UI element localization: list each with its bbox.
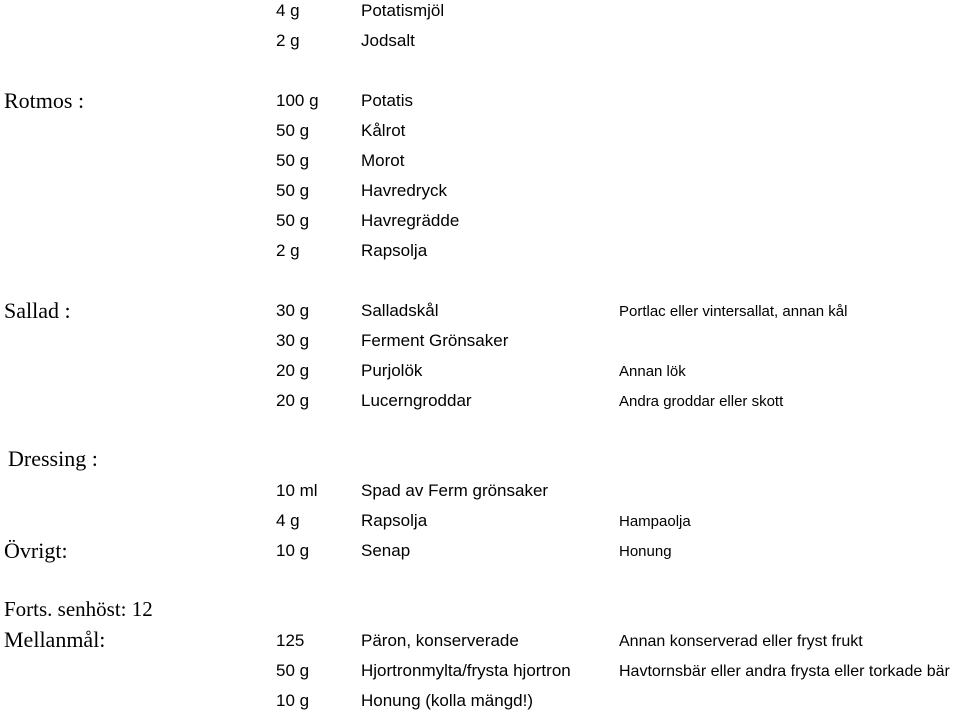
ingredient: Päron, konserverade xyxy=(361,631,519,650)
ingredient: Rapsolja xyxy=(361,511,428,530)
category-label-sallad: Sallad : xyxy=(4,298,71,323)
amount: 100 g xyxy=(276,91,319,110)
ingredient: Honung (kolla mängd!) xyxy=(361,691,533,710)
alternative-note: Portlac eller vintersallat, annan kål xyxy=(619,303,848,320)
ingredient: Rapsolja xyxy=(361,241,428,260)
category-label-rotmos: Rotmos : xyxy=(4,88,85,113)
category-label-mellanmal: Mellanmål: xyxy=(4,627,106,652)
ingredient: Ferment Grönsaker xyxy=(361,331,509,350)
continuation-heading: Forts. senhöst: 12 xyxy=(4,597,153,621)
ingredient: Potatismjöl xyxy=(361,1,445,20)
ingredient: Morot xyxy=(361,151,405,170)
amount: 50 g xyxy=(276,211,310,230)
amount: 50 g xyxy=(276,121,310,140)
amount: 4 g xyxy=(276,1,300,20)
amount: 50 g xyxy=(276,151,310,170)
ingredient: Senap xyxy=(361,541,411,560)
alternative-note: Havtornsbär eller andra frysta eller torkade bär xyxy=(619,663,950,680)
ingredient: Potatis xyxy=(361,91,413,110)
category-label-dressing: Dressing : xyxy=(8,446,98,471)
amount: 30 g xyxy=(276,301,310,320)
ingredient: Jodsalt xyxy=(361,31,415,50)
amount: 20 g xyxy=(276,361,310,380)
amount: 20 g xyxy=(276,391,310,410)
alternative-note: Andra groddar eller skott xyxy=(619,393,784,410)
alternative-note: Annan lök xyxy=(619,363,686,380)
alternative-note: Hampaolja xyxy=(619,513,691,530)
amount: 2 g xyxy=(276,241,300,260)
amount: 10 ml xyxy=(276,481,318,500)
amount: 10 g xyxy=(276,691,310,710)
alternative-note: Honung xyxy=(619,543,672,560)
amount: 4 g xyxy=(276,511,300,530)
ingredient: Hjortronmylta/frysta hjortron xyxy=(361,661,571,680)
ingredient: Havregrädde xyxy=(361,211,460,230)
amount: 30 g xyxy=(276,331,310,350)
ingredient: Spad av Ferm grönsaker xyxy=(361,481,549,500)
amount: 50 g xyxy=(276,661,310,680)
ingredient: Purjolök xyxy=(361,361,423,380)
ingredient: Havredryck xyxy=(361,181,447,200)
alternative-note: Annan konserverad eller fryst frukt xyxy=(619,633,863,650)
amount: 10 g xyxy=(276,541,310,560)
ingredient: Salladskål xyxy=(361,301,439,320)
amount: 125 xyxy=(276,631,305,650)
category-label-ovrigt: Övrigt: xyxy=(4,538,68,563)
ingredient: Lucerngroddar xyxy=(361,391,472,410)
amount: 50 g xyxy=(276,181,310,200)
amount: 2 g xyxy=(276,31,300,50)
ingredient: Kålrot xyxy=(361,121,406,140)
